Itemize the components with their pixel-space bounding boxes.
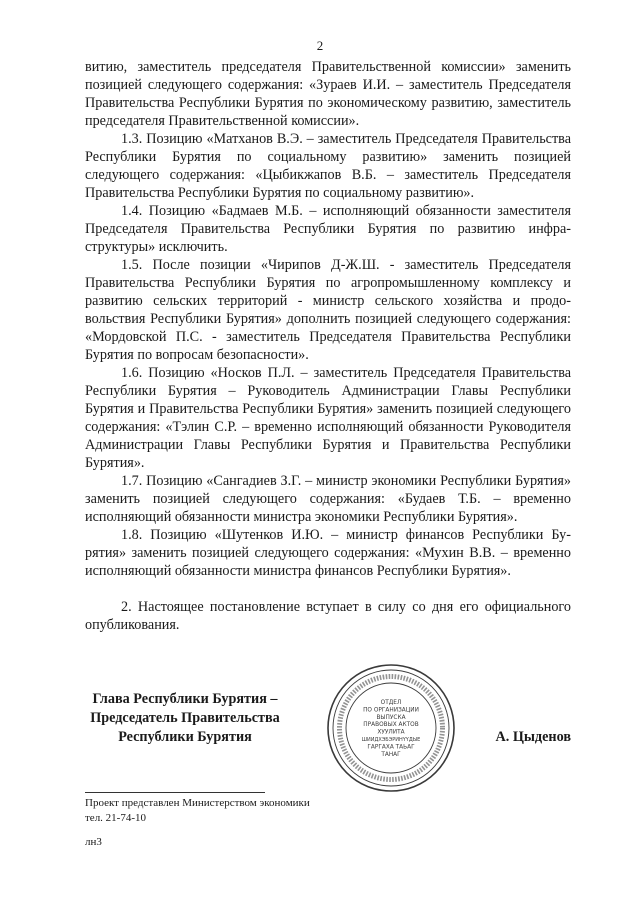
seal-inner-line: ТАНАГ	[381, 751, 401, 758]
seal-inner-line: ШИИДХЭБЭРИНҮҮДЫЕ	[361, 737, 421, 743]
seal-inner-line: ГАРГАХА ТАЬАГ	[367, 744, 415, 751]
paragraph-item-1-4: 1.4. Позицию «Бадмаев М.Б. – исполняющий обязанности заместителя Председателя Правительства Республики Бурятия по развитию инфраструктуры» исключить.	[85, 203, 571, 255]
footnote-code: лн3	[85, 836, 102, 848]
footnote-prepared-by: Проект представлен Министерством экономики	[85, 797, 310, 809]
paragraph-item-1-5: 1.5. После позиции «Чирипов Д-Ж.Ш. - заместитель Председателя Правительства Республики Бурятия по агропромышленному комплексу и развитию сельских территорий - министр сельского хозяйства и продовольствия Республики Бурятия» дополнить позицией следующего содержания: «Мордовской П.С. - заместитель Председателя Правительства Республики Бурятия по вопросам безопасности».	[85, 257, 571, 363]
paragraph-item-1-8: 1.8. Позицию «Шутенков И.Ю. – министр финансов Республики Бурятия» заменить позицией следующего содержания: «Мухин В.В. – временно исполняющий обязанности министра финансов Республики Бурятия».	[85, 527, 571, 579]
signatory-name: А. Цыденов	[495, 729, 571, 745]
paragraph-item-1-3: 1.3. Позицию «Матханов В.Э. – заместитель Председателя Правительства Республики Бурятия по социальному развитию» заменить позицией следующего содержания: «Цыбикжапов В.Б. – заместитель Председателя Правительства Республики Бурятия по социальному развитию».	[85, 131, 571, 201]
signatory-title-line: Республики Бурятия	[118, 729, 252, 745]
paragraph-item-1-7: 1.7. Позицию «Сангадиев З.Г. – министр экономики Республики Бурятия» заменить позицией следующего содержания: «Будаев Т.Б. – временно исполняющий обязанности министра экономики Республики Бурятия».	[85, 473, 571, 525]
footnote	[85, 796, 310, 850]
signatory-title-line: Председатель Правительства	[90, 710, 280, 726]
signatory-title-line: Глава Республики Бурятия –	[92, 691, 278, 707]
seal-inner-line: ХУУЛИТА	[377, 729, 405, 736]
seal-inner-line: ПРАВОВЫХ АКТОВ	[363, 722, 419, 729]
paragraph-continuation: витию, заместитель председателя Правительственной комиссии» заменить позицией следующего содержания: «Зураев И.И. – заместитель Председателя Правительства Республики Бурятия по экономическому развитию, заместитель председателя Правительственной комиссии».	[85, 59, 571, 129]
signatory-title	[85, 690, 285, 747]
seal-inner-line: ВЫПУСКА	[376, 714, 406, 721]
paragraph-item-1-6: 1.6. Позицию «Носков П.Л. – заместитель Председателя Правительства Республики Бурятия – Руководитель Администрации Главы Республики Бурятия и Правительства Республики Бурятия» заменить позицией следующего содержания: «Тэлин С.Р. – временно исполняющий обязанности Руководителя Администрации Главы Республики Бурятия и Правительства Республики Бурятия».	[85, 365, 571, 471]
signature-block	[85, 690, 571, 780]
document-body	[85, 58, 571, 634]
seal-inner-line: ПО ОРГАНИЗАЦИИ	[363, 707, 419, 714]
official-seal-stamp	[325, 662, 457, 794]
paragraph-item-2: 2. Настоящее постановление вступает в силу со дня его официального опубликования.	[85, 599, 571, 633]
footnote-phone: тел. 21-74-10	[85, 812, 147, 824]
seal-inner-line: ОТДЕЛ	[380, 700, 402, 706]
footnote-divider	[85, 792, 265, 793]
page-number: 2	[316, 38, 324, 53]
